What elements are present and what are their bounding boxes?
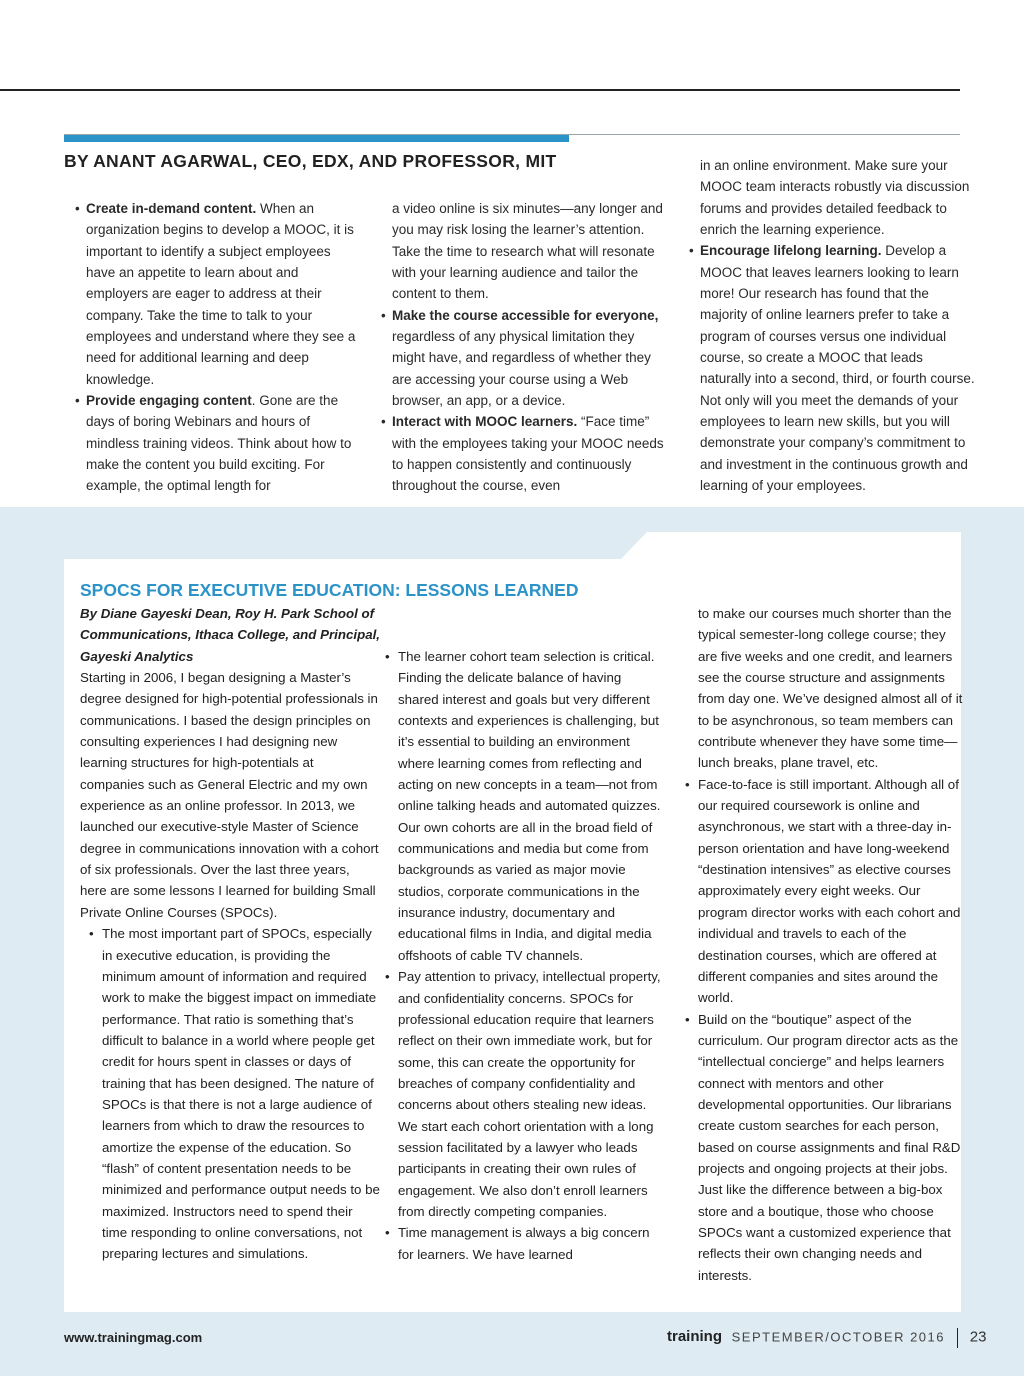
- item-text: The learner cohort team selection is critical. Finding the delicate balance of having shared interest and goals but very different contexts and experiences is challenging, but it’s essential to building an environment where learning comes from reflecting and acting on new concepts in a team—not from online talking heads and automated quizzes. Our own cohorts are all in the broad field of communications and media but come from backgrounds as varied as major movie studios, corporate communications in the insurance industry, documentary and educational films in India, and digital media offshoots of cable TV channels.: [398, 649, 661, 963]
- folio-divider: [957, 1328, 959, 1348]
- sidebar-author: By Diane Gayeski Dean, Roy H. Park School of Communications, Ithaca College, and Principal, Gayeski Analytics: [80, 606, 380, 664]
- footer-url[interactable]: www.trainingmag.com: [64, 1330, 203, 1345]
- page-number: 23: [969, 1328, 987, 1346]
- continued-text: a video online is six minutes—any longer and you may risk losing the learner’s attention. Take the time to research what will resonate with your learning audience and tailor the content to them.: [392, 201, 663, 302]
- sidebar-intro: Starting in 2006, I began designing a Master’s degree designed for high-potential professionals in communications. I based the design principles on consulting experiences I had designing new learning structures for high-potentials at companies such as General Electric and my own experience as an online professor. In 2013, we launched our executive-style Master of Science degree in communications innovation with a cohort of six professionals. Over the last three years, here are some lessons I learned for building Small Private Online Courses (SPOCs).: [80, 670, 379, 920]
- item-lead: Provide engaging content: [86, 393, 252, 409]
- list-item: [385, 966, 665, 1222]
- item-lead: Create in-demand content.: [86, 201, 257, 216]
- list-item: [80, 923, 380, 1265]
- sidebar-column-2: [385, 646, 665, 1265]
- item-lead: Interact with MOOC learners.: [392, 414, 578, 430]
- top-column-1: [72, 198, 362, 497]
- sidebar-column-1: [80, 603, 380, 1265]
- item-text: “Face time” with the employees taking your MOOC needs to happen consistently and continuously throughout the course, even: [392, 414, 664, 494]
- item-text: Build on the “boutique” aspect of the curriculum. Our program director acts as the “intellectual concierge” and helps learners connect with mentors and other developmental opportunities. Our librarians create custom searches for each person, based on course assignments and final R&D projects and ongoing projects at their jobs. Just like the difference between a big-box store and a boutique, those who choose SPOCs want a customized experience that reflects their own changing needs and interests.: [698, 1011, 961, 1283]
- top-rule: [0, 89, 960, 91]
- list-item: [378, 305, 668, 412]
- list-item: [385, 646, 665, 966]
- list-item: [72, 390, 362, 497]
- folio: [667, 1328, 986, 1348]
- list-item: [72, 198, 362, 390]
- item-text: regardless of any physical limitation they might have, and regardless of whether they are accessing your course using a Web browser, an app, or a device.: [392, 329, 651, 409]
- sidebar-column-3: [685, 603, 965, 1286]
- item-text: Time management is always a big concern for learners. We have learned: [398, 1225, 650, 1262]
- magazine-name: training: [667, 1328, 722, 1346]
- item-text: Develop a MOOC that leaves learners looking to learn more! Our research has found that the majority of online learners prefer to take a program of courses versus one individual course, so create a MOOC that leads naturally into a second, third, or fourth course. Not only will you meet the demands of your employees to learn new skills, but you will demonstrate your company’s commitment to and investment in the continuous growth and learning of your employees.: [700, 243, 975, 494]
- item-text: Face-to-face is still important. Although all of our required coursework is online and asynchronous, we start with a three-day in-person orientation and have long-weekend “destination intensives” as elective courses approximately every eight weeks. Our program director works with each cohort and individual and travels to each of the destination courses, which are offered at different companies and sites around the world.: [698, 776, 961, 1006]
- list-item: [378, 411, 668, 496]
- top-column-2: [378, 198, 668, 497]
- item-text: Pay attention to privacy, intellectual property, and confidentiality concerns. SPOCs for professional education require that learners reflect on their own immediate work, but for some, this can create the opportunity for breaches of company confidentiality and concerns about others stealing new ideas. We start each cohort orientation with a long session facilitated by a lawyer who leads participants in creating their own rules of engagement. We also don’t enroll learners from directly competing companies.: [398, 969, 661, 1219]
- list-item: [686, 240, 976, 496]
- article-byline: BY ANANT AGARWAL, CEO, EDX, AND PROFESSOR, MIT: [64, 151, 557, 171]
- sidebar-title: SPOCS FOR EXECUTIVE EDUCATION: LESSONS LEARNED: [80, 580, 579, 600]
- continued-text: in an online environment. Make sure your MOOC team interacts robustly via discussion forums and provides detailed feedback to enrich the learning experience.: [700, 158, 970, 238]
- issue-date: SEPTEMBER/OCTOBER 2016: [731, 1329, 945, 1345]
- item-lead: Make the course accessible for everyone,: [392, 307, 659, 323]
- list-item: [385, 1222, 665, 1265]
- top-column-3: [686, 155, 976, 497]
- item-text: . Gone are the days of boring Webinars and hours of mindless training videos. Think about how to make the content you build exciting. For example, the optimal length for: [86, 393, 352, 494]
- item-text: When an organization begins to develop a MOOC, it is important to identify a subject employees have an appetite to learn about and employers are eager to address at their company. Take the time to talk to your employees and understand where they see a need for additional learning and deep knowledge.: [86, 201, 356, 387]
- list-item: [685, 774, 965, 1009]
- list-item: [685, 1009, 965, 1286]
- item-text: The most important part of SPOCs, especially in executive education, is providing the minimum amount of information and required work to make the biggest impact on immediate performance. That ratio is something that’s difficult to balance in a world where people get credit for hours spent in classes or days of training that has been designed. The nature of SPOCs is that there is not a large audience of learners from which to draw the resources to amortize the expense of the education. So “flash” of content presentation needs to be minimized and performance output needs to be maximized. Instructors need to spend their time responding to online conversations, not preparing lectures and simulations.: [102, 926, 380, 1262]
- item-lead: Encourage lifelong learning.: [700, 243, 882, 259]
- continued-text: to make our courses much shorter than the typical semester-long college course; they are five weeks and one credit, and learners see the course structure and assignments from day one. We’ve designed almost all of it to be asynchronous, so team members can contribute whenever they have some time—lunch breaks, plane travel, etc.: [698, 606, 963, 771]
- accent-bar: [64, 135, 569, 142]
